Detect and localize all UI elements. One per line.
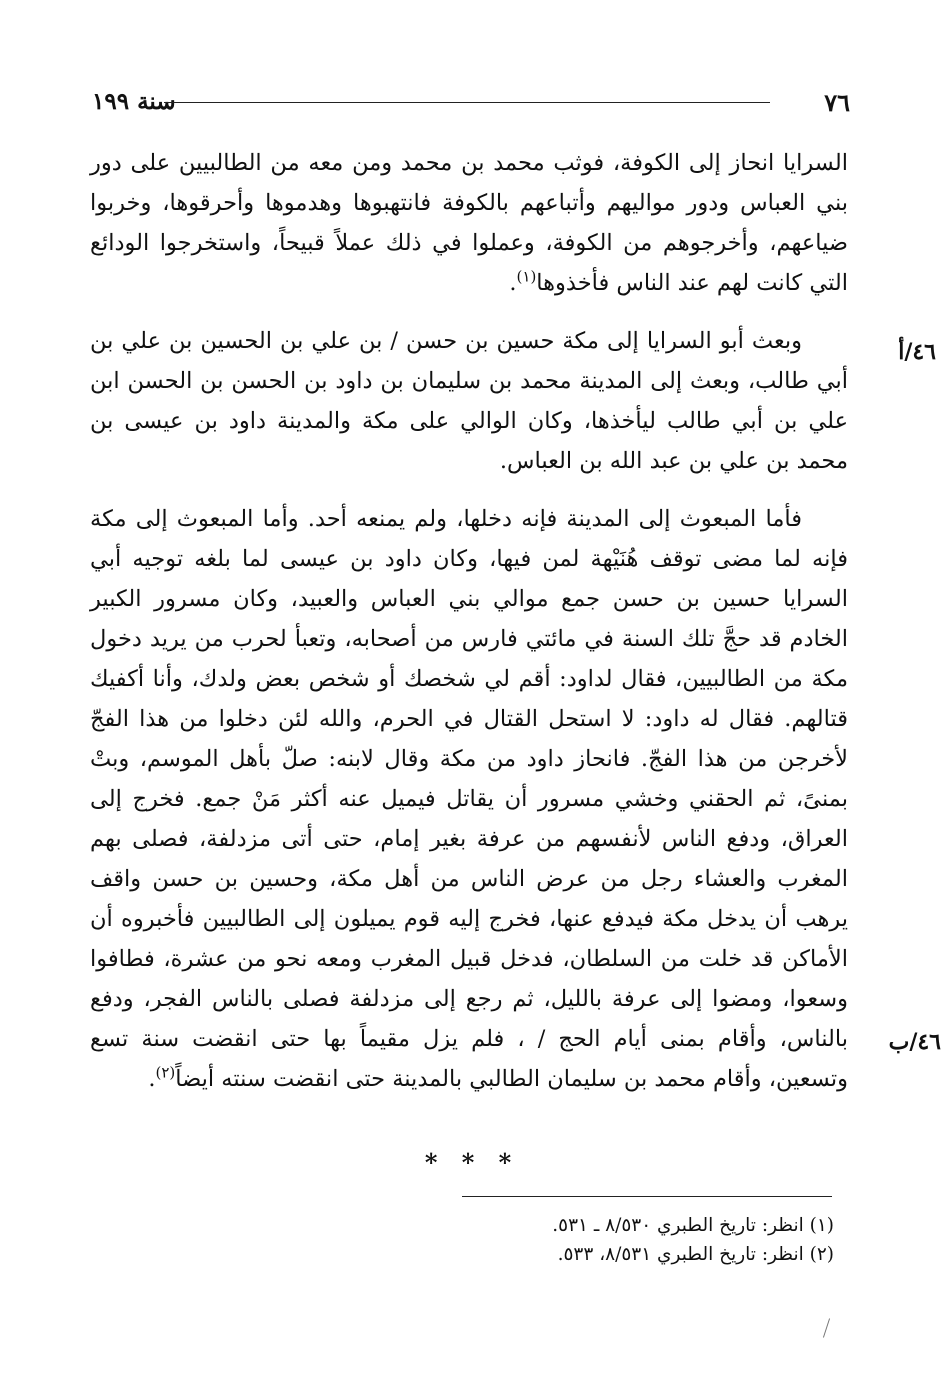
paragraph: فأما المبعوث إلى المدينة فإنه دخلها، ولم يمنعه أحد. وأما المبعوث إلى مكة فإنه لما مضى توقف هُنَيْهة لمن فيها، وكان داود بن عيسى لما بلغه توجيه أبي السرايا حسين بن حسن جمع موالي بني العباس والعبيد، وكان مسرور الكبير الخادم قد حجَّ تلك السنة في مائتي فارس من أصحابه، وتعبأ لحرب من يريد دخول مكة من الطالبيين، فقال لداود: أقم لي شخصك أو شخص بعض ولدك، وأنا أكفيك قتالهم. فقال له داود: لا استحل القتال في الحرم، والله لئن دخلوا من هذا الفجّ لأخرجن من هذا الفجّ. فانحاز داود من مكة وقال لابنه: صلّ بأهل الموسم، وبتْ بمنىً، ثم الحقني وخشي مسرور أن يقاتل فيميل عنه أكثر مَنْ جمع. فخرج إلى العراق، ودفع الناس لأنفسهم من عرفة بغير إمام، حتى أتى مزدلفة، فصلى بهم المغرب والعشاء رجل من عرض الناس من أهل مكة، وحسين بن حسن واقف يرهب أن يدخل مكة فيدفع عنها، فخرج إليه قوم يميلون إلى الطالبيين فأخبروه أن الأماكن قد خلت من السلطان، فدخل قبيل المغرب ومعه نحو من عشرة، فطافوا وسعوا، ومضوا إلى عرفة بالليل، ثم رجع إلى مزدلفة فصلى بالناس الفجر، ودفع بالناس، وأقام بمنى أيام الحج / ، فلم يزل مقيماً بها حتى انقضت سنة تسع وتسعين، وأقام محمد بن سليمان الطالبي بالمدينة حتى انقضت سنته أيضاً$^{(٢)}$.	[90, 506, 848, 1092]
paragraph-text: السرايا انحاز إلى الكوفة، فوثب محمد بن محمد ومن معه من الطالبيين على دور بني العباس ودور مواليهم وأتباعهم بالكوفة فانتهبوها وهدموها وأحرقوها، وخربوا ضياعهم، وأخرجوهم من الكوفة، وعملوا في ذلك عملاً قبيحاً، واستخرجوا الودائع التي كانت لهم عند الناس فأخذوها	[90, 150, 848, 296]
footnotes	[334, 1211, 834, 1269]
footnote: (١) انظر: تاريخ الطبري ٨/٥٣٠ ـ ٥٣١.	[552, 1215, 834, 1236]
footnote-ref: (١)	[516, 267, 537, 286]
paragraph	[90, 321, 848, 481]
footnote: (٢) انظر: تاريخ الطبري ٨/٥٣١، ٥٣٣.	[557, 1244, 834, 1265]
footnote-rule	[462, 1196, 832, 1197]
paragraph-text: وبعث أبو السرايا إلى مكة حسين بن حسن / بن علي بن الحسين بن علي بن أبي طالب، وبعث إلى المدينة محمد بن سليمان بن داود بن الحسن بن الحسن ابن علي بن أبي طالب ليأخذها، وكان الوالي على مكة والمدينة داود بن عيسى بن محمد بن علي بن عبد الله بن العباس.	[90, 328, 848, 474]
page-number: ٧٦	[824, 88, 850, 117]
running-head	[92, 88, 850, 128]
running-title: سنة ١٩٩	[92, 88, 176, 115]
footnote-ref: (٢)	[155, 1063, 176, 1082]
main-text	[90, 143, 848, 1099]
manuscript-folio-marker: ٤٦/ب	[888, 1029, 941, 1055]
paragraph-text: فأما المبعوث إلى المدينة فإنه دخلها، ولم يمنعه أحد. وأما المبعوث إلى مكة فإنه لما مضى توقف هُنَيْهة لمن فيها، وكان داود بن عيسى لما بلغه توجيه أبي السرايا حسين بن حسن جمع موالي بني العباس والعبيد، وكان مسرور الكبير الخادم قد حجَّ تلك السنة في مائتي فارس من أصحابه، وتعبأ لحرب من يريد دخول مكة من الطالبيين، فقال لداود: أقم لي شخصك أو شخص بعض ولدك، وأنا أكفيك قتالهم. فقال له داود: لا استحل القتال في الحرم، والله لئن دخلوا من هذا الفجّ لأخرجن من هذا الفجّ. فانحاز داود من مكة وقال لابنه: صلّ بأهل الموسم، وبتْ بمنىً، ثم الحقني وخشي مسرور أن يقاتل فيميل عنه أكثر مَنْ جمع. فخرج إلى العراق، ودفع الناس لأنفسهم من عرفة بغير إمام، حتى أتى مزدلفة، فصلى بهم المغرب والعشاء رجل من عرض الناس من أهل مكة، وحسين بن حسن واقف يرهب أن يدخل مكة فيدفع عنها، فخرج إليه قوم يميلون إلى الطالبيين فأخبروه أن الأماكن قد خلت من السلطان، فدخل قبيل المغرب ومعه نحو من عشرة، فطافوا وسعوا، ومضوا إلى عرفة بالليل، ثم رجع إلى مزدلفة فصلى بالناس الفجر، ودفع بالناس، وأقام بمنى أيام الحج / ، فلم يزل مقيماً بها حتى انقضت سنة تسع وتسعين، وأقام محمد بن سليمان الطالبي بالمدينة حتى انقضت سنته أيضاً	[90, 506, 848, 1092]
header-rule	[164, 102, 770, 103]
scan-mark	[823, 1318, 830, 1337]
paragraph: السرايا انحاز إلى الكوفة، فوثب محمد بن محمد ومن معه من الطالبيين على دور بني العباس ودور مواليهم وأتباعهم بالكوفة فانتهبوها وهدموها وأحرقوها، وخربوا ضياعهم، وأخرجوهم من الكوفة، وعملوا في ذلك عملاً قبيحاً، واستخرجوا الودائع التي كانت لهم عند الناس فأخذوها$^{(١)}$.	[90, 150, 848, 296]
manuscript-folio-marker: ٤٦/أ	[898, 339, 936, 365]
section-separator: * * *	[424, 1148, 520, 1177]
